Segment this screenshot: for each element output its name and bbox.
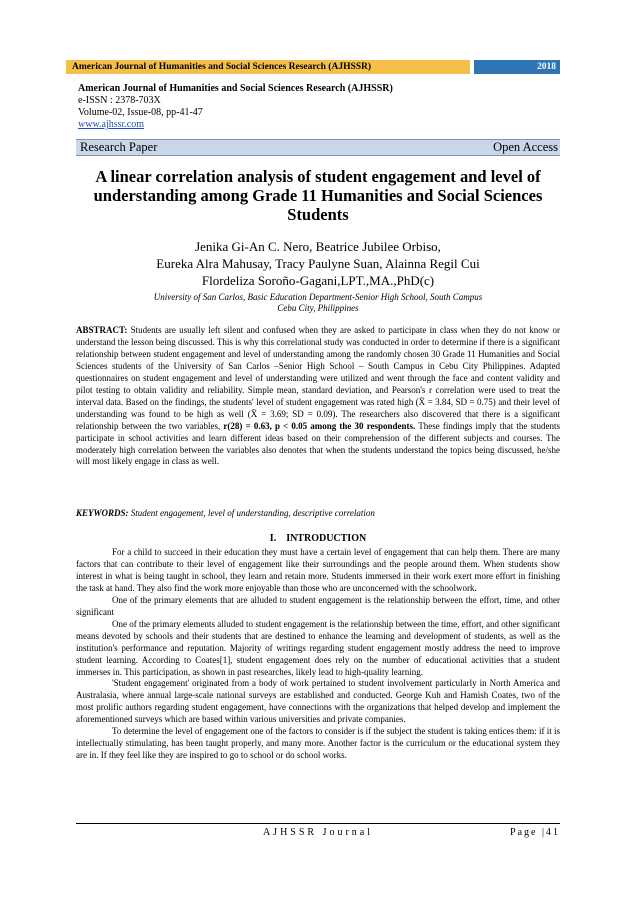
- footer-journal: AJHSSR Journal: [262, 827, 374, 838]
- paragraph: For a child to succeed in their education they must have a certain level of engagement that can help them. There are many factors that can contribute to their level of engagement like their surroundings and the people around them. When students show interest in what is being taught in school, they learn and retain more. Students immersed in their work exert more effort in finishing the task at hand. They also find the work more enjoyable than those who are unconcerned with the schoolwork.: [76, 547, 560, 593]
- journal-name: American Journal of Humanities and Social Sciences Research (AJHSSR): [78, 83, 393, 94]
- journal-website-link[interactable]: www.ajhssr.com: [78, 119, 145, 130]
- author-list: [76, 238, 560, 289]
- abstract-label: ABSTRACT:: [76, 325, 128, 335]
- volume-issue: Volume-02, Issue-08, pp-41-47: [78, 107, 203, 118]
- journal-meta: [78, 83, 393, 131]
- keywords-text: Student engagement, level of understanding, descriptive correlation: [128, 508, 375, 518]
- journal-header-bar: [66, 60, 560, 74]
- abstract: [76, 325, 560, 468]
- author-line: Flordeliza Soroño-Gagani,LPT.,MA.,PhD(c): [201, 273, 435, 288]
- author-line: Eureka Alra Mahusay, Tracy Paulyne Suan, Alainna Regil Cui: [156, 256, 480, 271]
- abstract-text-cont: These findings imply that the students participate in school activities and learn different ideas based on their comprehension of the different subjects and courses. The moderately high correlation between the variables also denotes that when the students understand the topics being discussed, he/she will most likely engage in class as well.: [76, 420, 560, 467]
- paper-type-bar: [76, 139, 560, 156]
- affiliation-line: University of San Carlos, Basic Education Department-Senior High School, South Campus: [153, 292, 483, 302]
- abstract-text: Students are usually left silent and confused when they are asked to participate in class when they do not know or understand the lesson being discussed. This is why this correlational study was conducted in order to determine if there is a significant relationship between student engagement and level of understanding among the randomly chosen 30 Grade 11 Humanities and Social Sciences students of the University of San Carlos –Senior High School – South Campus in Cebu City Philippines. Adapted questionnaires on student engagement and level of understanding were utilized and went through the face and content validity and pilot testing to obtain validity and reliability. Simple mean, standard deviation, and Pearson's r correlation were used to treat the interval data. Based on the findings, the students' level of student engagement was rated high (X̄ = 3.84, SD = 0.75) and their level of understanding was found to be high as well (X̄ = 3.69; SD = 0.09). The researchers also discovered that there is a significant relationship between the two variables,: [76, 325, 560, 431]
- footer-rule: [76, 823, 560, 824]
- affiliation-line: Cebu City, Philippines: [277, 303, 359, 313]
- keywords-label: KEYWORDS:: [76, 508, 129, 518]
- journal-header-title: American Journal of Humanities and Social Sciences Research (AJHSSR): [66, 60, 470, 74]
- affiliation: [76, 292, 560, 314]
- paragraph: One of the primary elements that are alluded to student engagement is the relationship between the effort, time, and other significant: [76, 594, 560, 617]
- journal-header-year: 2018: [474, 60, 560, 74]
- issn: e-ISSN : 2378-703X: [78, 95, 161, 106]
- paragraph: One of the primary elements alluded to student engagement is the relationship between the time, effort, and other significant means devoted by schools and their students that are destined to enhance the learning and development of students, as well as the institution's performance and reputation. Majority of writings regarding student engagement mostly address the need to improve student learning. According to Coates[1], student engagement does rely on the number of educational activities that a student immerses in. This participation, as shown in past researches, likely lead to high-quality learning.: [76, 618, 560, 677]
- paragraph: 'Student engagement' originated from a body of work pertained to student involvement particularly in North America and Australasia, where annual large-scale national surveys are established and conducted. George Kuh and Hamish Coates, two of the most prolific authors regarding student engagement, have connections with the organizations that helped develop and implement the aforementioned surveys which are based within various universities and private companies.: [76, 678, 560, 725]
- section-heading: I. INTRODUCTION: [269, 533, 367, 544]
- page-number: Page |41: [510, 827, 560, 838]
- paper-title: A linear correlation analysis of student engagement and level of understanding among Grade 11 Humanities and Social Sciences Students: [93, 167, 543, 224]
- introduction-body: [76, 547, 560, 762]
- abstract-result: r(28) = 0.63, p < 0.05 among the 30 respondents.: [223, 420, 416, 431]
- paper-type-label: Research Paper: [80, 140, 158, 154]
- keywords: [76, 508, 560, 519]
- open-access-label: Open Access: [493, 140, 558, 154]
- author-line: Jenika Gi-An C. Nero, Beatrice Jubilee Orbiso,: [195, 239, 441, 254]
- paragraph: To determine the level of engagement one of the factors to consider is if the subject the student is taking entices them: if it is intellectually stimulating, has been taught properly, and many more. Another factor is the curriculum or the educational system they are in. If they feel like they are inspired to go to school or do school works.: [76, 726, 560, 761]
